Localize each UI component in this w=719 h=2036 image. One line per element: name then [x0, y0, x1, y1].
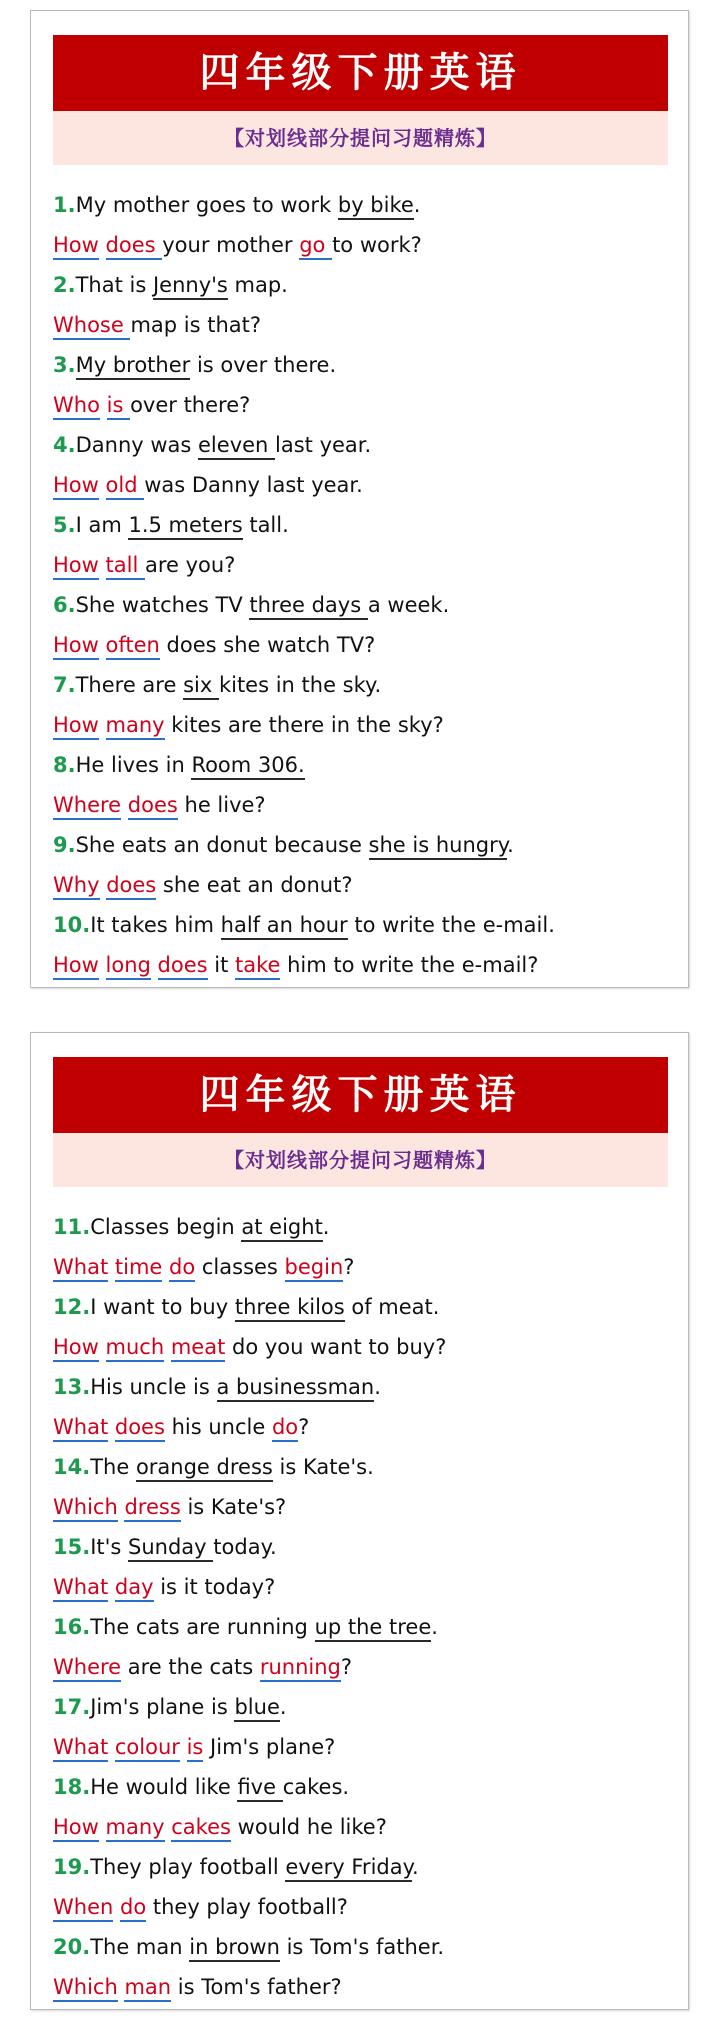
underlined-part: half an hour	[221, 913, 348, 940]
title-banner: 四年级下册英语	[53, 35, 668, 111]
exercise-lines	[53, 1207, 678, 2007]
plain-text	[100, 393, 107, 417]
question-number: 8.	[53, 753, 76, 777]
plain-text	[162, 1255, 169, 1279]
answer-word: old	[106, 473, 145, 500]
plain-text: ?	[343, 1255, 355, 1279]
plain-text	[108, 1735, 115, 1759]
answer-word: How	[53, 553, 99, 580]
answer-word: Whose	[53, 313, 130, 340]
plain-text: is Tom's father.	[279, 1935, 445, 1959]
question-line	[53, 1967, 678, 2007]
question-number: 10.	[53, 913, 91, 937]
plain-text: ?	[340, 1655, 353, 1679]
answer-word: How	[53, 233, 99, 260]
plain-text	[164, 1335, 171, 1359]
answer-word: many	[106, 1815, 165, 1842]
plain-text: He would like	[90, 1775, 238, 1799]
plain-text: He lives in	[75, 753, 192, 777]
question-line	[53, 945, 678, 985]
plain-text: Jim's plane?	[203, 1735, 336, 1759]
question-number: 13.	[53, 1375, 91, 1399]
statement-line	[53, 1287, 678, 1327]
answer-word: long	[106, 953, 151, 980]
plain-text: it	[207, 953, 235, 977]
underlined-part: Room 306.	[191, 753, 304, 780]
question-number: 11.	[53, 1215, 91, 1239]
plain-text: My mother goes to work	[75, 193, 338, 217]
worksheet-card-2	[30, 1032, 689, 2010]
answer-word: is	[107, 393, 130, 420]
answer-word: go	[299, 233, 332, 260]
plain-text: That is	[75, 273, 153, 297]
plain-text: Jim's plane is	[90, 1695, 235, 1719]
plain-text	[99, 1815, 106, 1839]
plain-text: classes	[195, 1255, 285, 1279]
plain-text	[99, 713, 106, 737]
question-line	[53, 1327, 678, 1367]
question-number: 2.	[53, 273, 76, 297]
plain-text: is Kate's?	[180, 1495, 287, 1519]
plain-text: to work?	[332, 233, 422, 257]
plain-text: are you?	[144, 553, 236, 577]
question-line	[53, 1647, 678, 1687]
answer-word: Why	[53, 873, 100, 900]
underlined-part: she is hungry	[369, 833, 508, 860]
plain-text: to write the e-mail.	[347, 913, 555, 937]
plain-text: she eat an donut?	[156, 873, 353, 897]
statement-line	[53, 825, 678, 865]
plain-text: cakes.	[282, 1775, 350, 1799]
answer-word: How	[53, 1815, 99, 1842]
statement-line	[53, 1607, 678, 1647]
underlined-part: blue	[234, 1695, 279, 1722]
plain-text	[99, 953, 106, 977]
statement-line	[53, 1767, 678, 1807]
underlined-part: in brown	[189, 1935, 280, 1962]
plain-text: do you want to buy?	[225, 1335, 447, 1359]
answer-word: do	[169, 1255, 195, 1282]
answer-word: What	[53, 1575, 108, 1602]
question-number: 17.	[53, 1695, 91, 1719]
answer-word: time	[115, 1255, 162, 1282]
question-number: 20.	[53, 1935, 91, 1959]
plain-text: She watches TV	[75, 593, 250, 617]
plain-text: The man	[90, 1935, 190, 1959]
underlined-part: Jenny's	[153, 273, 228, 300]
statement-line	[53, 505, 678, 545]
statement-line	[53, 265, 678, 305]
answer-word: does	[106, 233, 163, 260]
plain-text: they play football?	[146, 1895, 348, 1919]
answer-word: do	[272, 1415, 298, 1442]
plain-text: The	[90, 1455, 136, 1479]
plain-text: kites in the sky.	[218, 673, 382, 697]
plain-text: map is that?	[130, 313, 262, 337]
question-number: 1.	[53, 193, 76, 217]
subtitle-banner: 【对划线部分提问习题精炼】	[53, 111, 668, 165]
plain-text	[108, 1415, 115, 1439]
question-line	[53, 545, 678, 585]
plain-text: was Danny last year.	[144, 473, 363, 497]
plain-text: kites are there in the sky?	[164, 713, 444, 737]
question-number: 12.	[53, 1295, 91, 1319]
answer-word: many	[106, 713, 165, 740]
answer-word: When	[53, 1895, 113, 1922]
plain-text	[108, 1575, 115, 1599]
answer-word: cakes	[171, 1815, 231, 1842]
statement-line	[53, 745, 678, 785]
question-number: 15.	[53, 1535, 91, 1559]
question-line	[53, 1407, 678, 1447]
answer-word: meat	[171, 1335, 225, 1362]
plain-text: They play football	[90, 1855, 286, 1879]
plain-text	[121, 793, 128, 817]
answer-word: day	[115, 1575, 154, 1602]
answer-word: What	[53, 1735, 108, 1762]
answer-word: tall	[106, 553, 145, 580]
question-line	[53, 865, 678, 905]
plain-text: I am	[75, 513, 129, 537]
plain-text	[99, 233, 106, 257]
answer-word: What	[53, 1255, 108, 1282]
worksheet-card-1	[30, 10, 689, 988]
question-line	[53, 1487, 678, 1527]
plain-text: Classes begin	[90, 1215, 242, 1239]
statement-line	[53, 185, 678, 225]
plain-text: today.	[213, 1535, 277, 1559]
plain-text: is Kate's.	[272, 1455, 374, 1479]
answer-word: How	[53, 473, 99, 500]
underlined-part: by bike	[338, 193, 414, 220]
plain-text: ?	[298, 1415, 310, 1439]
statement-line	[53, 1447, 678, 1487]
answer-word: does	[158, 953, 208, 980]
answer-word: Which	[53, 1495, 118, 1522]
question-line	[53, 225, 678, 265]
plain-text: is over there.	[190, 353, 337, 377]
plain-text: tall.	[242, 513, 289, 537]
plain-text: your mother	[162, 233, 300, 257]
answer-word: often	[106, 633, 160, 660]
plain-text: .	[279, 1695, 287, 1719]
plain-text: .	[507, 833, 514, 857]
plain-text: he live?	[177, 793, 266, 817]
underlined-part: every Friday	[285, 1855, 412, 1882]
answer-word: begin	[285, 1255, 344, 1282]
answer-word: do	[120, 1895, 146, 1922]
question-number: 6.	[53, 593, 76, 617]
plain-text	[180, 1735, 187, 1759]
plain-text: a week.	[367, 593, 450, 617]
statement-line	[53, 1527, 678, 1567]
plain-text: .	[431, 1615, 438, 1639]
plain-text: would he like?	[230, 1815, 387, 1839]
answer-word: How	[53, 713, 99, 740]
question-line	[53, 1567, 678, 1607]
underlined-part: five	[237, 1775, 282, 1802]
statement-line	[53, 665, 678, 705]
plain-text: him to write the e-mail?	[280, 953, 539, 977]
plain-text: It's	[90, 1535, 129, 1559]
question-line	[53, 705, 678, 745]
answer-word: running	[260, 1655, 341, 1682]
underlined-part: six	[183, 673, 219, 700]
plain-text: of meat.	[344, 1295, 440, 1319]
answer-word: How	[53, 633, 99, 660]
plain-text: His uncle is	[90, 1375, 217, 1399]
plain-text: .	[322, 1215, 330, 1239]
plain-text	[151, 953, 158, 977]
underlined-part: at eight	[241, 1215, 322, 1242]
answer-word: colour	[115, 1735, 180, 1762]
plain-text: are the cats	[121, 1655, 260, 1679]
statement-line	[53, 425, 678, 465]
question-number: 9.	[53, 833, 76, 857]
answer-word: does	[106, 873, 156, 900]
underlined-part: orange dress	[136, 1455, 273, 1482]
question-line	[53, 1727, 678, 1767]
plain-text	[99, 553, 106, 577]
plain-text: is it today?	[153, 1575, 276, 1599]
question-number: 7.	[53, 673, 76, 697]
plain-text: There are	[75, 673, 184, 697]
underlined-part: eleven	[198, 433, 275, 460]
underlined-part: a businessman	[217, 1375, 375, 1402]
question-line	[53, 465, 678, 505]
underlined-part: My brother	[76, 353, 191, 380]
plain-text: .	[412, 1855, 419, 1879]
plain-text	[99, 473, 106, 497]
plain-text: The cats are running	[90, 1615, 315, 1639]
question-line	[53, 785, 678, 825]
question-line	[53, 1807, 678, 1847]
question-line	[53, 1887, 678, 1927]
statement-line	[53, 1367, 678, 1407]
statement-line	[53, 1207, 678, 1247]
answer-word: does	[128, 793, 178, 820]
answer-word: does	[115, 1415, 165, 1442]
answer-word: take	[235, 953, 280, 980]
underlined-part: three days	[249, 593, 367, 620]
statement-line	[53, 585, 678, 625]
plain-text: does she watch TV?	[159, 633, 376, 657]
plain-text: .	[374, 1375, 381, 1399]
answer-word: Where	[53, 1655, 121, 1682]
plain-text: .	[413, 193, 421, 217]
question-number: 4.	[53, 433, 76, 457]
statement-line	[53, 905, 678, 945]
question-number: 19.	[53, 1855, 91, 1879]
plain-text	[99, 633, 106, 657]
answer-word: is	[187, 1735, 204, 1762]
answer-word: dress	[124, 1495, 180, 1522]
underlined-part: three kilos	[235, 1295, 345, 1322]
answer-word: Where	[53, 793, 121, 820]
plain-text: over there?	[130, 393, 251, 417]
question-number: 14.	[53, 1455, 91, 1479]
plain-text	[108, 1255, 115, 1279]
question-line	[53, 385, 678, 425]
plain-text: I want to buy	[90, 1295, 235, 1319]
plain-text: last year.	[275, 433, 372, 457]
answer-word: man	[124, 1975, 171, 2002]
plain-text: map.	[227, 273, 288, 297]
exercise-lines	[53, 185, 678, 985]
question-number: 18.	[53, 1775, 91, 1799]
underlined-part: Sunday	[128, 1535, 213, 1562]
question-line	[53, 1247, 678, 1287]
question-line	[53, 305, 678, 345]
question-number: 16.	[53, 1615, 91, 1639]
answer-word: How	[53, 1335, 99, 1362]
answer-word: Which	[53, 1975, 118, 2002]
statement-line	[53, 345, 678, 385]
plain-text	[99, 1335, 106, 1359]
underlined-part: 1.5 meters	[128, 513, 242, 540]
statement-line	[53, 1687, 678, 1727]
answer-word: Who	[53, 393, 100, 420]
plain-text: is Tom's father?	[171, 1975, 342, 1999]
statement-line	[53, 1927, 678, 1967]
plain-text: Danny was	[75, 433, 199, 457]
title-banner: 四年级下册英语	[53, 1057, 668, 1133]
answer-word: much	[106, 1335, 165, 1362]
plain-text: his uncle	[164, 1415, 272, 1439]
answer-word: What	[53, 1415, 108, 1442]
answer-word: How	[53, 953, 99, 980]
plain-text	[113, 1895, 120, 1919]
statement-line	[53, 1847, 678, 1887]
underlined-part: up the tree	[315, 1615, 432, 1642]
question-number: 5.	[53, 513, 76, 537]
question-line	[53, 625, 678, 665]
plain-text: She eats an donut because	[75, 833, 369, 857]
question-number: 3.	[53, 353, 76, 377]
subtitle-banner: 【对划线部分提问习题精炼】	[53, 1133, 668, 1187]
plain-text: It takes him	[90, 913, 221, 937]
